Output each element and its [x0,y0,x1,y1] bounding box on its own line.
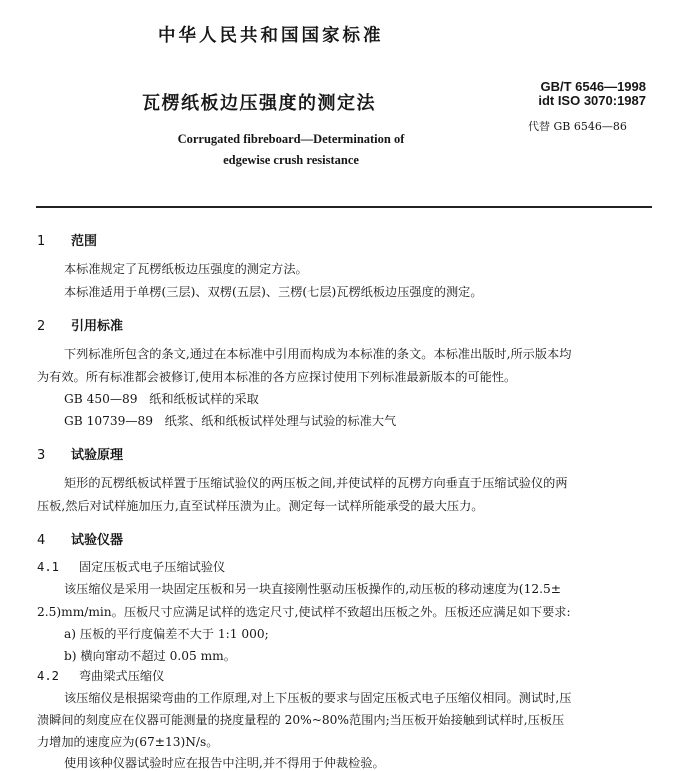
section-4-number: 4 [37,533,46,548]
section-1-heading [37,230,97,249]
document-title: 瓦楞纸板边压强度的测定法 [142,93,376,114]
idt-reference: idt ISO 3070:1987 [538,93,646,108]
section-2-line-2: 为有效。所有标准都会被修订,使用本标准的各方应探讨使用下列标准最新版本的可能性。 [37,370,517,384]
requirement-b: b) 横向窜动不超过 0.05 mm。 [64,649,236,663]
section-2-number: 2 [37,319,46,334]
requirement-a: a) 压板的平行度偏差不大于 1:1 000; [64,627,269,641]
section-2-title: 引用标准 [71,319,124,334]
standard-number: GB/T 6546—1998 [540,79,646,94]
section-1-line-1: 本标准规定了瓦楞纸板边压强度的测定方法。 [64,262,308,276]
section-3-number: 3 [37,448,46,463]
reference-gb10739: GB 10739—89 纸浆、纸和纸板试样处理与试验的标准大气 [64,414,397,428]
subsection-4-2-number: 4.2 [37,669,60,683]
subsection-4-1-title: 固定压板式电子压缩试验仪 [79,560,226,574]
subsection-4-2-line-3: 力增加的速度应为(67±13)N/s。 [37,735,219,749]
section-4-title: 试验仪器 [71,533,124,548]
subsection-4-2-line-4: 使用该种仪器试验时应在报告中注明,并不得用于仲裁检验。 [64,756,385,770]
subsection-4-2-title: 弯曲梁式压缩仪 [79,669,165,683]
english-title [96,129,486,171]
header-divider [36,206,652,208]
section-3-line-2: 压板,然后对试样施加压力,直至试样压溃为止。测定每一试样所能承受的最大压力。 [37,499,484,513]
section-3-title: 试验原理 [71,448,124,463]
reference-gb450: GB 450—89 纸和纸板试样的采取 [64,392,259,406]
replaces-note: 代替 GB 6546—86 [528,120,627,133]
subsection-4-1-number: 4.1 [37,560,60,574]
subsection-4-1-line-2: 2.5)mm/min。压板尺寸应满足试样的选定尺寸,使试样不致超出压板之外。压板还应满足如下要求: [37,605,571,619]
section-1-title: 范围 [71,234,98,249]
subsection-4-1-heading [37,558,225,575]
section-2-heading [37,315,123,334]
section-1-number: 1 [37,234,46,249]
section-4-heading [37,529,123,548]
standard-category-title: 中华人民共和国国家标准 [158,26,384,46]
section-3-line-1: 矩形的瓦楞纸板试样置于压缩试验仪的两压板之间,并使试样的瓦楞方向垂直于压缩试验仪的两 [64,476,568,490]
section-2-line-1: 下列标准所包含的条文,通过在本标准中引用而构成为本标准的条文。本标准出版时,所示版本均 [64,347,572,361]
standard-number-block [506,80,646,108]
section-1-line-2: 本标准适用于单楞(三层)、双楞(五层)、三楞(七层)瓦楞纸板边压强度的测定。 [64,285,483,299]
english-title-line1: Corrugated fibreboard—Determination of [177,132,405,146]
subsection-4-2-line-2: 溃瞬间的刻度应在仪器可能测量的挠度量程的 20%~80%范围内;当压板开始接触到试样时,压板压 [37,713,565,727]
section-3-heading [37,444,123,463]
subsection-4-1-line-1: 该压缩仪是采用一块固定压板和另一块直接刚性驱动压板操作的,动压板的移动速度为(12.5± [64,582,561,596]
subsection-4-2-line-1: 该压缩仪是根据梁弯曲的工作原理,对上下压板的要求与固定压板式电子压缩仪相同。测试时,压 [64,691,572,705]
english-title-line2: edgewise crush resistance [223,153,359,167]
subsection-4-2-heading [37,667,164,684]
